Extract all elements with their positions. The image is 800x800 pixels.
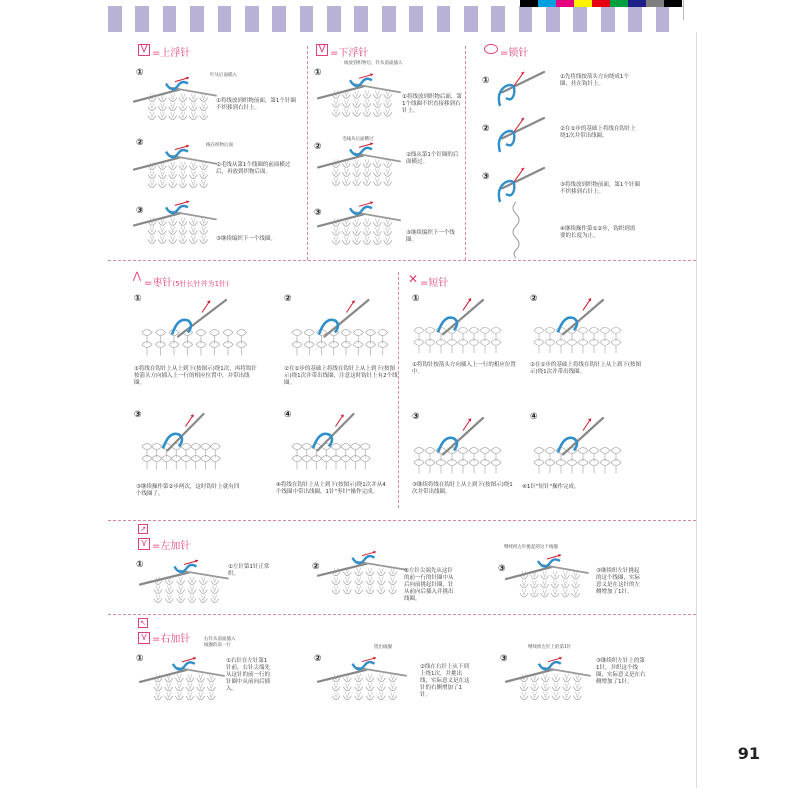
step-annotation: 线放到织物后，针从前面插入 <box>344 61 403 66</box>
step-annotation: 线在织物后面 <box>206 143 233 148</box>
crochet-hook-illustration <box>488 162 548 206</box>
step-caption: ③继续将线在钩针上从上到下(按图示)绕1次并带出线圈。 <box>412 482 513 495</box>
step-caption: ②线从第1个针圈的后面横过。 <box>406 152 459 165</box>
left-increase-symbol: ⋎ <box>138 538 150 550</box>
header-stripe-segment <box>149 6 163 32</box>
header-stripe-segment <box>272 6 286 32</box>
color-bar-swatch <box>646 0 664 7</box>
step-caption: ③继续织左针上的第1针，并织这个线圈，实际意义是在右侧增加了1针。 <box>596 658 646 685</box>
step-number: ① <box>136 654 144 664</box>
header-stripe-segment <box>505 6 519 32</box>
header-stripe-segment <box>615 6 629 32</box>
header-stripe-segment <box>437 6 451 32</box>
crochet-illustration <box>286 294 396 364</box>
crochet-illustration <box>528 294 628 360</box>
header-stripe-segment <box>135 6 149 32</box>
header-stripe-segment <box>478 6 492 32</box>
step-annotation: 继续织左针挑起的这个线圈 <box>504 545 558 550</box>
divider <box>307 46 308 260</box>
header-stripe-segment <box>642 6 656 32</box>
step-number: ③ <box>500 654 508 664</box>
divider <box>465 46 466 260</box>
section-title: =短针 <box>420 278 449 289</box>
step-caption: ③将线放到织物前面，第1个针圈不织移到右针上。 <box>560 182 640 195</box>
step-number: ④ <box>530 412 538 422</box>
step-number: ② <box>312 562 320 572</box>
color-bar-swatch <box>556 0 574 7</box>
step-caption: ④将线在钩针上从上到下(按图示)绕1次并从4个线圈中带出线圈，1针"枣针"操作完成。 <box>276 482 386 495</box>
step-caption: ①将线放到织物后面，第1个线圈不织直接移到右针上。 <box>402 94 462 114</box>
header-stripe-segment <box>341 6 355 32</box>
step-caption: ③继续编织下一个线圈。 <box>216 236 276 242</box>
header-stripe-segment <box>587 6 601 32</box>
crochet-illustration <box>286 408 376 478</box>
step-number: ① <box>314 68 322 78</box>
header-stripe-segment <box>190 6 204 32</box>
single-crochet-symbol: ✕ <box>408 272 419 286</box>
page-edge <box>683 0 696 20</box>
section-title: =锁针 <box>500 48 529 59</box>
knit-illustration <box>502 548 592 608</box>
header-stripe-segment <box>204 6 218 32</box>
step-caption: ②在①步的基础上将线在钩针上绕1次并带出线圈。 <box>560 126 636 139</box>
bobble-symbol: ⋀ <box>132 271 142 282</box>
step-caption: ②在①步的基础上将线在钩针上从上到下(按图示)绕1次并带出线圈，注意这时钩针上有2个线圈。 <box>284 366 398 386</box>
crochet-illustration <box>136 294 256 364</box>
page-number: 91 <box>737 744 760 763</box>
step-caption: ①右针在左针第1针前，右针尖端先从这针的前一行的针圈中从前向后插入。 <box>226 658 271 692</box>
color-bar-swatch <box>574 0 592 7</box>
step-annotation: 右针从前面插入线圈的前一行 <box>204 637 236 648</box>
slip-front-symbol: V <box>138 44 150 56</box>
divider <box>108 520 696 521</box>
header-stripe-segment <box>163 6 177 32</box>
color-bar-swatch <box>520 0 538 7</box>
header-stripe-segment <box>245 6 259 32</box>
knit-illustration <box>130 144 220 192</box>
step-number: ② <box>530 294 538 304</box>
header-stripe-segment <box>573 6 587 32</box>
step-caption: ①将线在钩针上从上到下(按图示)绕1次，再将钩针按箭头方向插入上一行的相应位置中，并带出线圈。 <box>134 366 257 386</box>
header-stripe-segment <box>628 6 642 32</box>
header-stripe-segment <box>464 6 478 32</box>
knit-illustration <box>314 648 410 714</box>
header-stripe-segment <box>327 6 341 32</box>
left-increase-symbol-top: ↗ <box>138 524 148 534</box>
step-number: ③ <box>482 172 490 182</box>
step-annotation: 继续织左针上的第1针 <box>528 645 572 650</box>
step-number: ③ <box>314 208 322 218</box>
slip-back-symbol: V <box>316 44 328 56</box>
header-stripe-segment <box>546 6 560 32</box>
step-annotation: 绕出线圈 <box>374 645 392 650</box>
step-caption: ④1针"短针"操作完成。 <box>522 484 580 490</box>
header-stripe-segment <box>519 6 533 32</box>
header-stripe-segment <box>491 6 505 32</box>
color-bar-swatch <box>538 0 556 7</box>
header-stripe-segment <box>176 6 190 32</box>
step-caption: ②左针尖端先从这针的前一行的针圈中从后向前挑起针圈，针从前向后插入并挑出线圈。 <box>404 568 454 602</box>
knit-illustration <box>136 650 228 712</box>
chain-symbol <box>484 44 498 54</box>
step-number: ② <box>136 138 144 148</box>
step-number: ① <box>482 76 490 86</box>
right-increase-symbol: ⋎ <box>138 632 150 644</box>
step-number: ② <box>314 142 322 152</box>
step-number: ③ <box>412 412 420 422</box>
right-increase-symbol-top: ↖ <box>138 618 148 628</box>
step-number: ② <box>284 294 292 304</box>
header-stripe-segment <box>218 6 232 32</box>
header-stripe-segment <box>450 6 464 32</box>
section-title: =下浮针 <box>330 48 369 59</box>
divider <box>108 614 696 615</box>
knit-illustration <box>314 140 404 192</box>
crochet-hook-illustration <box>488 66 548 110</box>
header-stripe-segment <box>108 6 122 32</box>
knit-illustration <box>502 648 594 714</box>
step-number: ② <box>314 654 322 664</box>
step-annotation: 针从后面插入 <box>210 73 237 78</box>
crochet-illustration <box>408 294 508 360</box>
step-number: ③ <box>498 564 506 574</box>
crochet-hook-illustration <box>488 112 548 156</box>
header-stripe-segment <box>396 6 410 32</box>
color-bar-swatch <box>664 0 682 7</box>
section-title: =上浮针 <box>152 48 191 59</box>
step-caption: ③继续织左针挑起的这个线圈，实际意义是在这针的左侧增加了1针。 <box>596 568 641 595</box>
header-stripe-segment <box>122 6 136 32</box>
header-stripe-segment <box>354 6 368 32</box>
header-stripe-segment <box>259 6 273 32</box>
step-number: ① <box>136 68 144 78</box>
header-stripe-segment <box>300 6 314 32</box>
color-bar-swatch <box>610 0 628 7</box>
section-title: =左加针 <box>152 541 191 552</box>
header-stripe-segment <box>656 6 670 32</box>
step-number: ④ <box>284 410 292 420</box>
step-caption: ③继续操作第②步两次，这时钩针上就有四个线圈了。 <box>136 484 240 497</box>
step-number: ① <box>134 294 142 304</box>
step-caption: ②在①步的基础上将线在钩针上从上到下(按图示)绕1次并带出线圈。 <box>530 362 642 375</box>
knit-illustration <box>314 198 404 252</box>
divider <box>398 272 399 508</box>
crochet-illustration <box>528 412 628 482</box>
step-caption: ①先将线按箭头方向绕成1个圈，挂在钩针上。 <box>560 74 629 87</box>
knit-illustration <box>314 70 404 124</box>
color-bar-swatch <box>592 0 610 7</box>
step-number: ③ <box>136 206 144 216</box>
step-caption: ③继续编织下一个线圈。 <box>406 230 455 243</box>
crochet-illustration <box>408 412 508 482</box>
section-title: =右加针 <box>152 634 191 645</box>
step-number: ② <box>482 124 490 134</box>
divider <box>108 260 696 261</box>
page <box>108 32 697 788</box>
header-stripe-segment <box>409 6 423 32</box>
color-bar-swatch <box>628 0 646 7</box>
header-stripe-segment <box>669 6 683 32</box>
step-caption: ④继续操作第①②步，钩织到需要的长度为止。 <box>560 226 636 239</box>
header-stripe-segment <box>601 6 615 32</box>
section-title <box>144 274 229 289</box>
section-title-text: =枣针 <box>144 278 173 289</box>
crochet-illustration <box>136 408 226 478</box>
step-number: ① <box>412 294 420 304</box>
header-stripe-segment <box>231 6 245 32</box>
section-subtitle: (5针长针并为1针) <box>172 280 229 288</box>
header-stripe-segment <box>382 6 396 32</box>
knit-illustration <box>130 76 220 124</box>
step-caption: ②毛线从第1个线圈的前面横过后，再放到织物后面。 <box>216 162 291 175</box>
step-caption: ①将线放到织物前面，第1个针圈不织移到右针上。 <box>216 98 296 111</box>
header-stripe-segment <box>423 6 437 32</box>
header-stripe-segment <box>286 6 300 32</box>
step-annotation: 毛线从后面横过 <box>342 137 374 142</box>
header-stripe-segment <box>560 6 574 32</box>
chain-strand-illustration <box>504 202 528 258</box>
step-number: ① <box>136 560 144 570</box>
knit-illustration <box>136 558 232 608</box>
header-stripe-segment <box>313 6 327 32</box>
step-caption: ①左针第1针正常织。 <box>228 564 270 577</box>
knit-illustration <box>314 542 410 608</box>
step-number: ③ <box>134 410 142 420</box>
header-stripe-segment <box>532 6 546 32</box>
knit-illustration <box>130 198 220 250</box>
header-stripe-segment <box>368 6 382 32</box>
step-caption: ②线在右针上从下到上绕1次，并挑出线，实际意义是在这针的右侧增加了1针。 <box>420 664 470 698</box>
step-caption: ①将钩针按箭头方向插入上一行的相应位置中。 <box>412 362 516 375</box>
